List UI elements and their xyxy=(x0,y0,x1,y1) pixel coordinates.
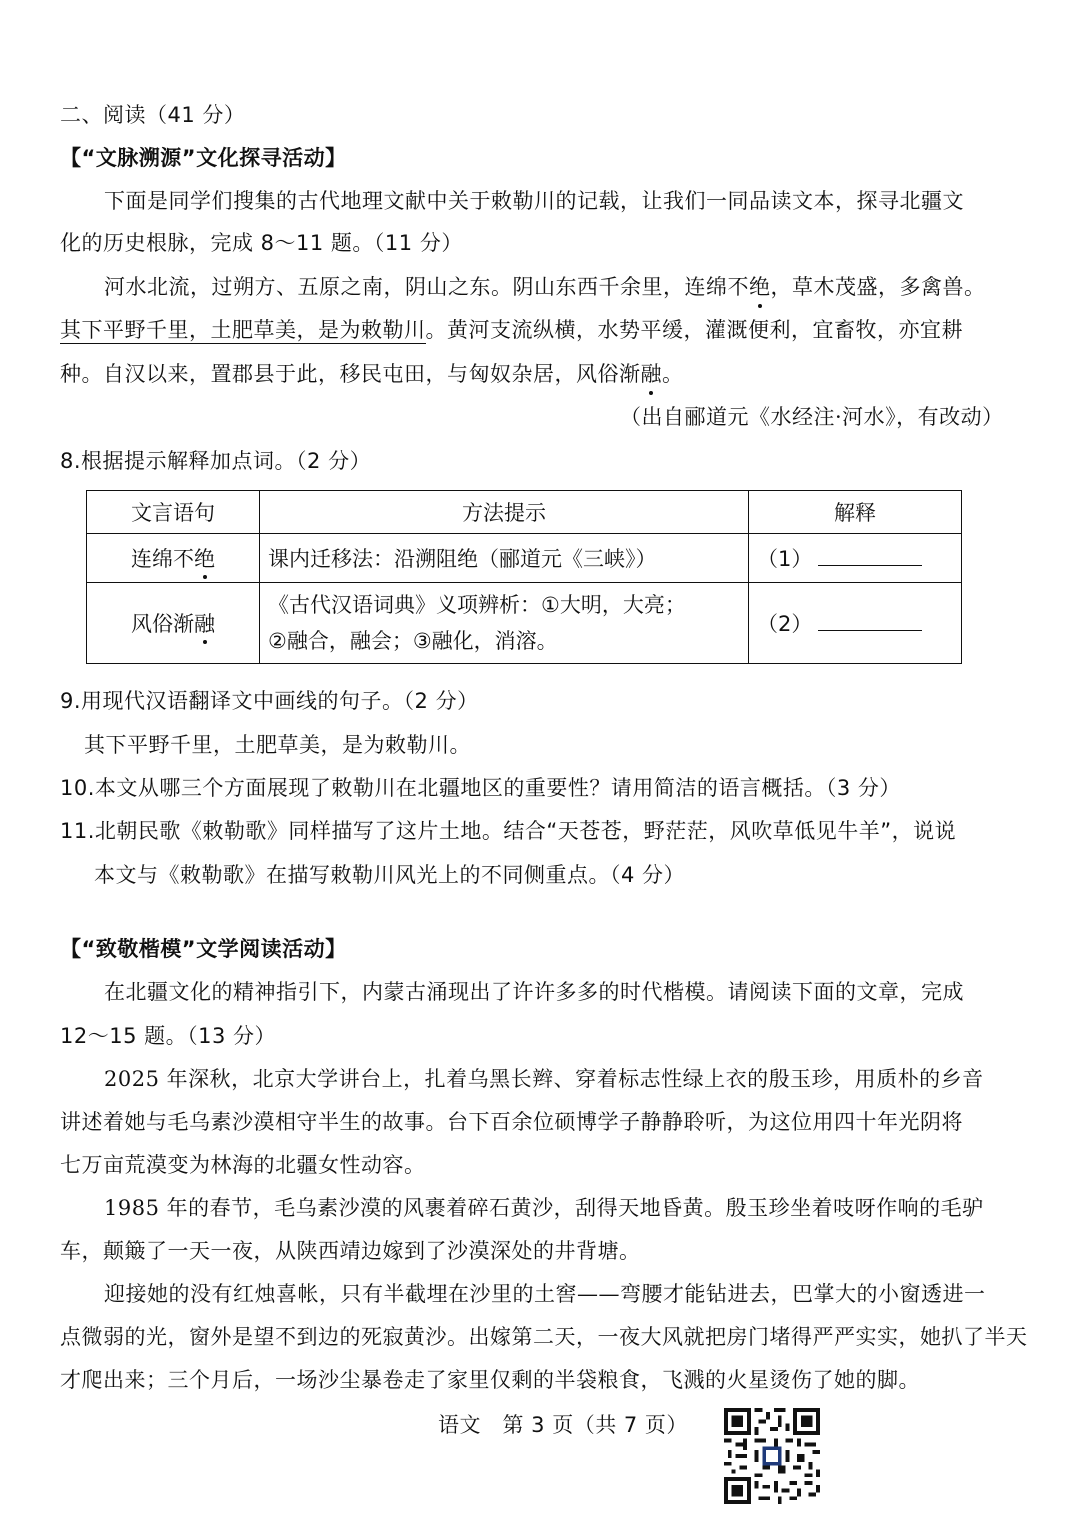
method-table xyxy=(86,490,962,664)
activity2-heading: 【“致敬楷模”文学阅读活动】 xyxy=(60,937,347,961)
table-cell-answer[interactable] xyxy=(749,583,962,664)
table-row xyxy=(87,583,962,664)
passage-line3 xyxy=(60,359,684,389)
activity1-intro-line2: 化的历史根脉，完成 8～11 题。（11 分） xyxy=(60,231,463,255)
answer-blank[interactable] xyxy=(818,547,922,566)
article-p1-line3: 七万亩荒漠变为林海的北疆女性动容。 xyxy=(60,1153,426,1177)
qr-code-icon xyxy=(724,1408,820,1504)
answer-blank[interactable] xyxy=(818,612,922,631)
article-p3-line3: 才爬出来；三个月后，一场沙尘暴卷走了家里仅剩的半袋粮食，飞溅的火星烫伤了她的脚。 xyxy=(60,1368,920,1392)
article-p1-line2: 讲述着她与毛乌素沙漠相守半生的故事。台下百余位硕博学子静静聆听，为这位用四十年光阴将 xyxy=(60,1110,963,1134)
passage-line1-text: 河水北流，过朔方、五原之南，阴山之东。阴山东西千余里，连绵不 xyxy=(104,275,749,299)
passage-line1-end: ，草木茂盛，多禽兽。 xyxy=(770,275,986,299)
activity2-intro-line2: 12～15 题。（13 分） xyxy=(60,1024,277,1048)
answer-label: （2） xyxy=(757,612,813,636)
passage-line2-rest: 。黄河支流纵横，水势平缓，灌溉便利，宜畜牧，亦宜耕 xyxy=(425,318,963,342)
dotted-word-jue: 绝 xyxy=(749,272,771,302)
dotted-word: 绝 xyxy=(194,543,215,573)
table-cell-hint xyxy=(260,583,749,664)
hint-line1: 《古代汉语词典》义项辨析：①大明，大亮； xyxy=(268,593,686,617)
passage-line3-end: 。 xyxy=(662,362,684,386)
passage-source: （出自郦道元《水经注·河水》，有改动） xyxy=(620,405,1004,429)
article-p3-line1: 迎接她的没有红烛喜帐，只有半截埋在沙里的土窖——弯腰才能钻进去，巴掌大的小窗透进一 xyxy=(104,1282,986,1306)
article-p2-line1: 1985 年的春节，毛乌素沙漠的风裹着碎石黄沙，刮得天地昏黄。殷玉珍坐着吱呀作响的毛驴 xyxy=(104,1196,984,1220)
section-title: 二、阅读（41 分） xyxy=(60,103,246,127)
activity1-heading: 【“文脉溯源”文化探寻活动】 xyxy=(60,146,347,170)
dotted-word: 融 xyxy=(194,608,215,638)
q9-prompt: 9.用现代汉语翻译文中画线的句子。（2 分） xyxy=(60,689,479,713)
table-header-hint: 方法提示 xyxy=(260,491,749,534)
table-cell-answer[interactable] xyxy=(749,534,962,583)
q8-prompt: 8.根据提示解释加点词。（2 分） xyxy=(60,449,372,473)
passage-line2 xyxy=(60,315,963,345)
passage-line3-text: 种。自汉以来，置郡县于此，移民屯田，与匈奴杂居，风俗渐 xyxy=(60,362,641,386)
q9-sentence: 其下平野千里，土肥草美，是为敕勒川。 xyxy=(84,733,471,757)
table-cell-phrase xyxy=(87,583,260,664)
dotted-word-rong: 融 xyxy=(641,359,663,389)
hint-line2: ②融合，融会；③融化，消溶。 xyxy=(268,629,558,653)
phrase-text: 风俗渐 xyxy=(131,612,194,636)
page-footer: 语文 第 3 页（共 7 页） xyxy=(438,1413,688,1437)
q11-line2: 本文与《敕勒歌》在描写敕勒川风光上的不同侧重点。（4 分） xyxy=(94,863,686,887)
table-header-answer: 解释 xyxy=(749,491,962,534)
article-p3-line2: 点微弱的光，窗外是望不到边的死寂黄沙。出嫁第二天，一夜大风就把房门堵得严严实实，她扒了半天 xyxy=(60,1325,1028,1349)
article-p1-line1: 2025 年深秋，北京大学讲台上，扎着乌黑长辫、穿着标志性绿上衣的殷玉珍，用质朴的乡音 xyxy=(104,1067,984,1091)
passage-line1 xyxy=(104,272,986,302)
activity2-intro-line1: 在北疆文化的精神指引下，内蒙古涌现出了许许多多的时代楷模。请阅读下面的文章，完成 xyxy=(104,980,964,1004)
table-header-row xyxy=(87,491,962,534)
activity1-intro-line1: 下面是同学们搜集的古代地理文献中关于敕勒川的记载，让我们一同品读文本，探寻北疆文 xyxy=(104,189,964,213)
underlined-sentence: 其下平野千里，土肥草美，是为敕勒川 xyxy=(60,318,426,342)
table-header-phrase: 文言语句 xyxy=(87,491,260,534)
q10-prompt: 10.本文从哪三个方面展现了敕勒川在北疆地区的重要性？请用简洁的语言概括。（3 分） xyxy=(60,776,901,800)
phrase-text: 连绵不 xyxy=(131,547,194,571)
article-p2-line2: 车，颠簸了一天一夜，从陕西靖边嫁到了沙漠深处的井背塘。 xyxy=(60,1239,641,1263)
table-cell-hint: 课内迁移法：沿溯阻绝（郦道元《三峡》） xyxy=(260,534,749,583)
table-cell-phrase xyxy=(87,534,260,583)
table-row xyxy=(87,534,962,583)
q11-line1: 11.北朝民歌《敕勒歌》同样描写了这片土地。结合“天苍苍，野茫茫，风吹草低见牛羊”，说说 xyxy=(60,819,957,843)
answer-label: （1） xyxy=(757,547,813,571)
